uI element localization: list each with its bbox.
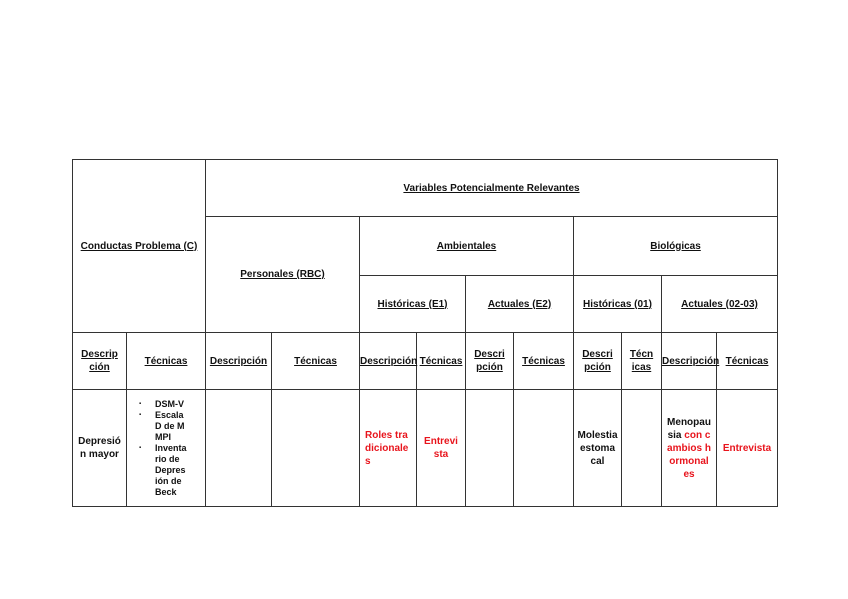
sub-header-cell (127, 333, 206, 390)
actuales-0203-header: Actuales (02-03) (681, 298, 758, 310)
conducta-descripcion: Depresión mayor (78, 436, 121, 460)
biologicas-header-cell (574, 217, 778, 276)
ambientales-header: Ambientales (436, 240, 497, 252)
sub-header-label: Técnicas (294, 355, 337, 367)
sub-header-label: Descripción (582, 349, 613, 373)
hist-e1-descripcion: Roles tradicionales (365, 429, 409, 467)
table-row-cell (73, 390, 127, 507)
sub-header-cell (73, 333, 127, 390)
historicas-e1-cell (360, 276, 466, 333)
table-row-cell (417, 390, 466, 507)
tecnica-item: Escala D de MMPI (155, 409, 185, 442)
table-row-cell (360, 390, 417, 507)
sub-header-cell (417, 333, 466, 390)
sub-header-label: Descripción (209, 355, 268, 367)
sub-header-label: Técnicas (522, 355, 565, 367)
table-row-cell (622, 390, 662, 507)
sub-header-cell (622, 333, 662, 390)
tecnica-item: DSM-V (155, 398, 184, 409)
list-item (139, 410, 205, 443)
sub-header-cell (717, 333, 778, 390)
sub-header-label: Descripción (360, 355, 418, 367)
personales-header-cell (206, 217, 360, 333)
sub-header-label: Técnicas (144, 355, 188, 367)
sub-header-cell (360, 333, 417, 390)
actuales-0203-cell (662, 276, 778, 333)
table-row-cell (466, 390, 514, 507)
historicas-01-header: Históricas (01) (583, 298, 652, 310)
table-row-cell (514, 390, 574, 507)
historicas-e1-header: Históricas (E1) (377, 298, 448, 310)
act-0203-descripcion-black: Menopausia (667, 416, 711, 441)
list-item (139, 399, 205, 410)
hist-01-descripcion: Molestia estomacal (577, 429, 618, 467)
sub-header-label: Descripción (474, 349, 505, 373)
tecnica-item: Inventario de Depresión de Beck (155, 442, 187, 497)
table-row-cell (127, 390, 206, 507)
sub-header-label: Descripción (662, 355, 720, 367)
sub-header-cell (514, 333, 574, 390)
conductas-header: Conductas Problema (C) (80, 240, 198, 252)
table-row-cell (272, 390, 360, 507)
table-row-cell (662, 390, 717, 507)
sub-header-label: Técnicas (629, 349, 654, 373)
hist-e1-tecnicas: Entrevista (424, 436, 458, 460)
conducta-tecnicas-list (127, 399, 205, 498)
ambientales-header-cell (360, 217, 574, 276)
act-0203-descripcion (667, 416, 711, 481)
list-item (139, 443, 205, 498)
table-row-cell (574, 390, 622, 507)
table-row-cell (717, 390, 778, 507)
actuales-e2-cell (466, 276, 574, 333)
actuales-e2-header: Actuales (E2) (487, 298, 552, 310)
sub-header-cell (206, 333, 272, 390)
sub-header-label: Técnicas (725, 355, 769, 367)
sub-header-cell (574, 333, 622, 390)
variables-header: Variables Potencialmente Relevantes (403, 182, 580, 194)
functional-analysis-table (72, 159, 778, 507)
biologicas-header: Biológicas (650, 240, 701, 252)
sub-header-label: Técnicas (419, 355, 463, 367)
act-0203-descripcion-red: con cambios hormonales (667, 429, 711, 480)
sub-header-cell (466, 333, 514, 390)
variables-header-cell (206, 160, 778, 217)
sub-header-cell (662, 333, 720, 390)
personales-header: Personales (RBC) (240, 269, 325, 280)
act-0203-tecnicas: Entrevista (722, 442, 772, 454)
conductas-header-cell (73, 160, 206, 333)
historicas-01-cell (574, 276, 662, 333)
sub-header-label: Descripción (81, 349, 118, 373)
sub-header-cell (272, 333, 360, 390)
table-row-cell (206, 390, 272, 507)
